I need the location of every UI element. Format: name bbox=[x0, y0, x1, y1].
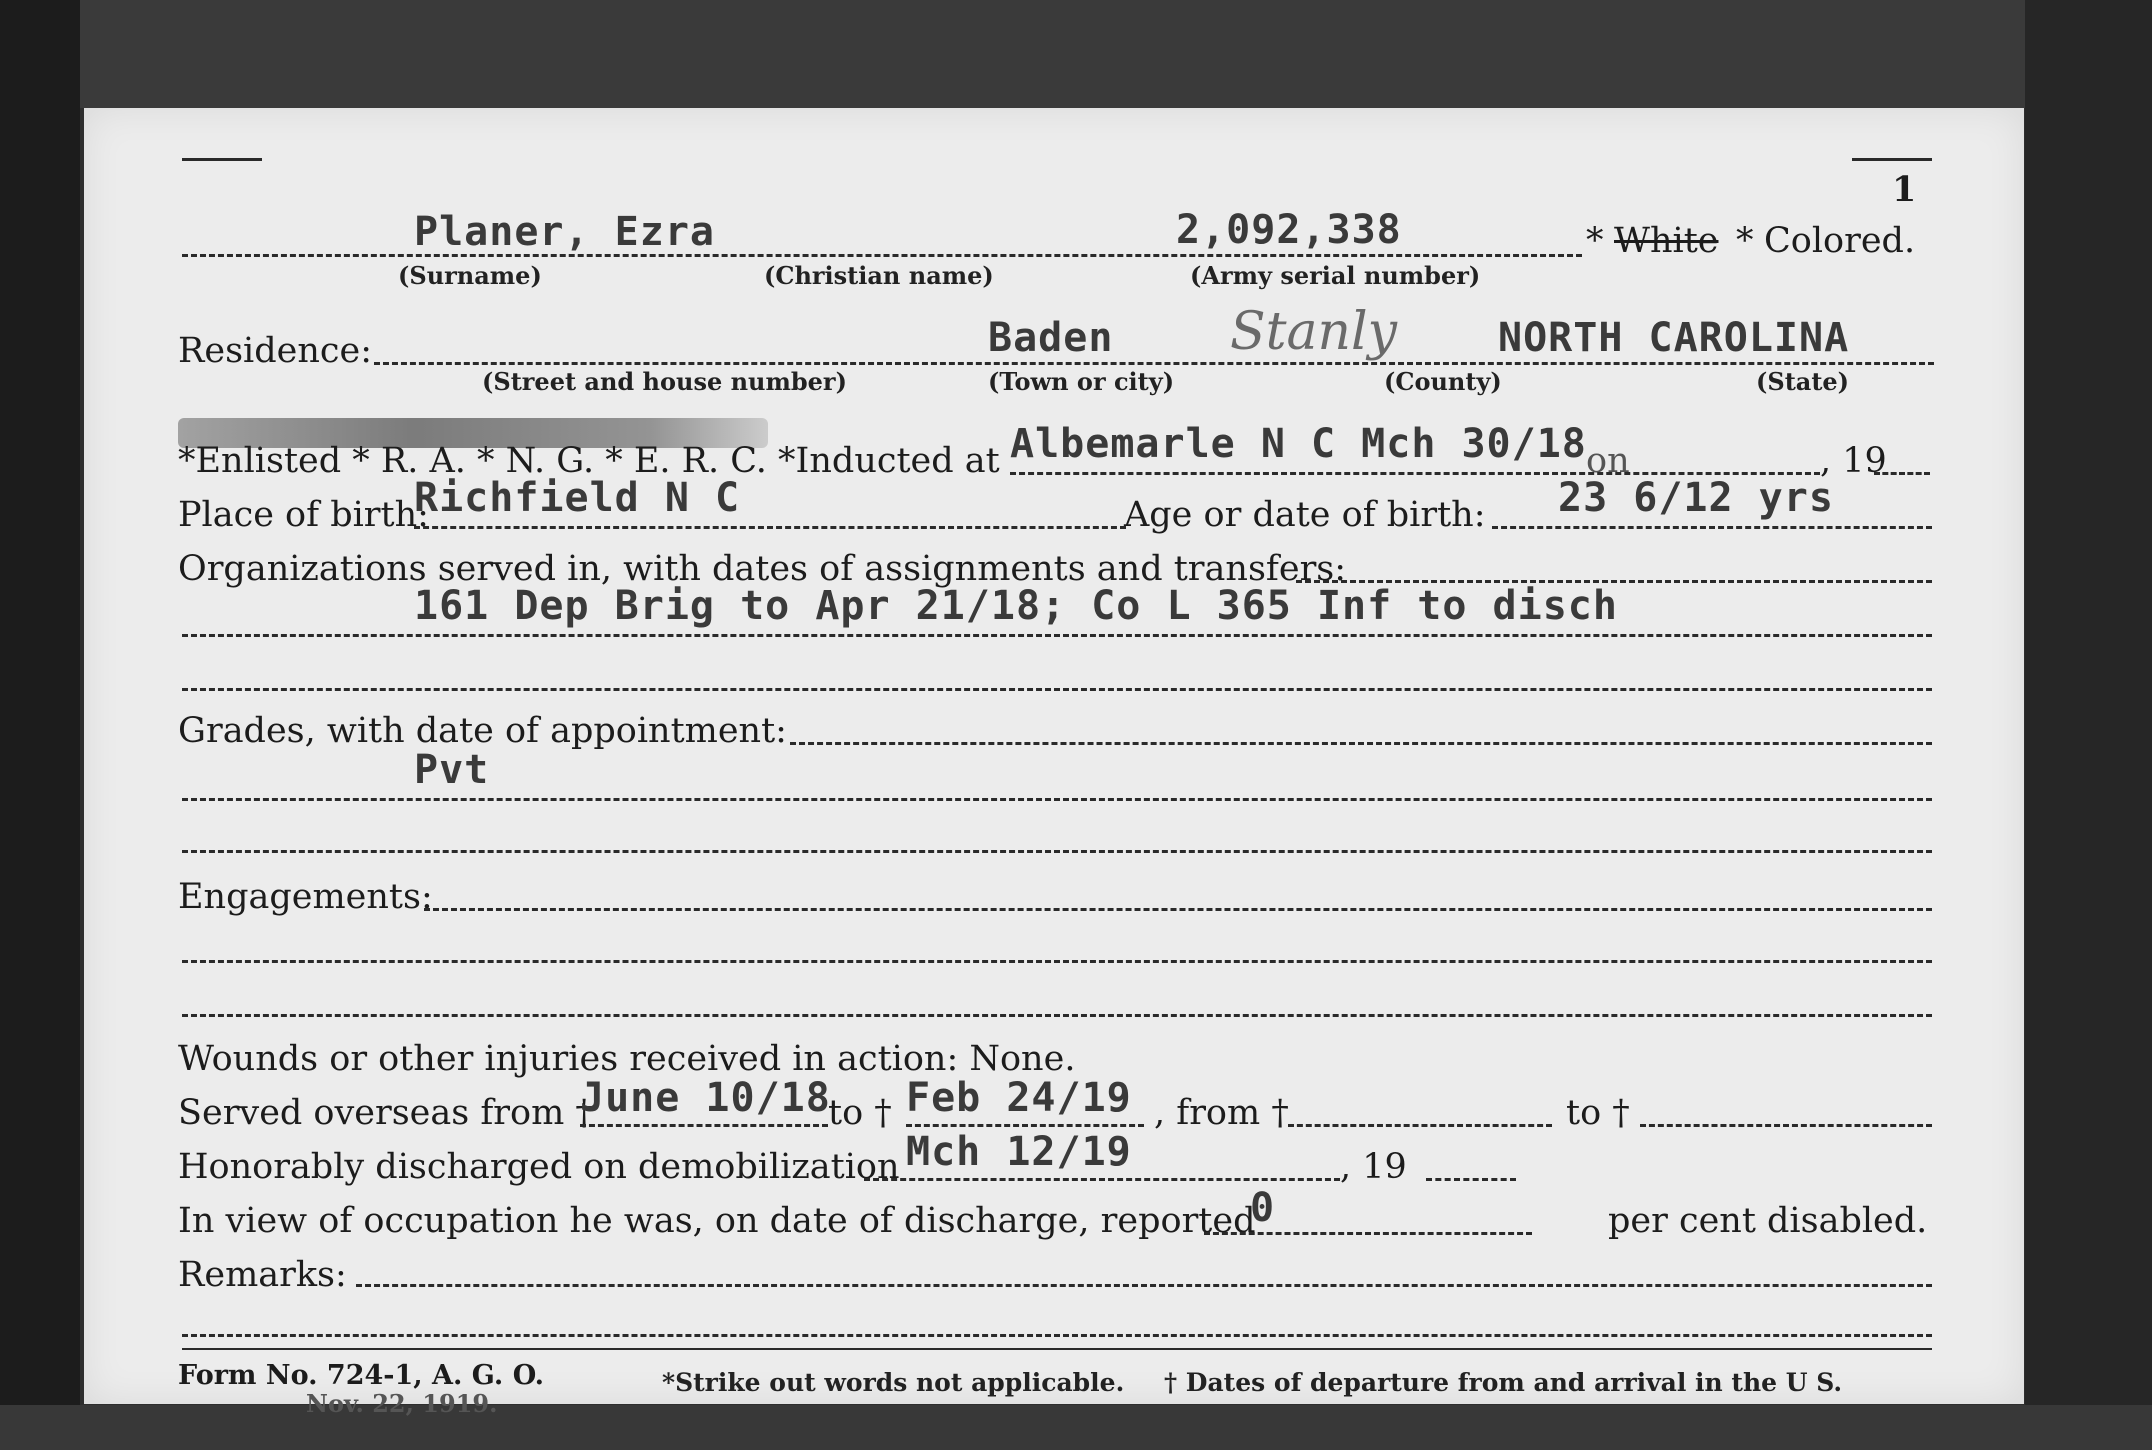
remarks-label: Remarks: bbox=[178, 1255, 347, 1295]
enlisted-on: on bbox=[1586, 441, 1630, 481]
overseas-label: Served overseas from † bbox=[178, 1093, 593, 1133]
scan-background-right bbox=[2025, 0, 2152, 1450]
residence-line bbox=[374, 362, 1934, 365]
grades-line-2 bbox=[182, 850, 1932, 853]
grades-label: Grades, with date of appointment: bbox=[178, 711, 787, 751]
engagements-label: Engagements: bbox=[178, 877, 433, 917]
enlisted-label: *Enlisted * R. A. * N. G. * E. R. C. *Inducted at bbox=[178, 441, 1000, 481]
organizations-line-2 bbox=[182, 688, 1932, 691]
disability-line bbox=[1204, 1232, 1532, 1235]
caption-street: (Street and house number) bbox=[482, 367, 847, 396]
caption-serial: (Army serial number) bbox=[1190, 261, 1481, 290]
enlisted-year-line bbox=[1874, 472, 1930, 475]
race-mark-1: * bbox=[1586, 221, 1604, 261]
overseas-from2-line bbox=[1288, 1124, 1552, 1127]
caption-town: (Town or city) bbox=[988, 367, 1175, 396]
age-label: Age or date of birth: bbox=[1124, 495, 1486, 535]
surname-value: Planer, Ezra bbox=[414, 209, 715, 255]
disability-label: In view of occupation he was, on date of discharge, reported bbox=[178, 1201, 1256, 1241]
grades-value: Pvt bbox=[414, 747, 490, 793]
overseas-to2-label: to † bbox=[1566, 1093, 1630, 1133]
form-date: Nov. 22, 1919. bbox=[306, 1389, 498, 1418]
top-right-rule bbox=[1852, 158, 1932, 161]
caption-county: (County) bbox=[1384, 367, 1502, 396]
discharge-label: Honorably discharged on demobilization bbox=[178, 1147, 900, 1187]
scan-background-left bbox=[0, 0, 80, 1450]
remarks-line-2 bbox=[182, 1348, 1932, 1350]
caption-christian: (Christian name) bbox=[764, 261, 994, 290]
scan-background-top bbox=[0, 0, 2152, 108]
birth-place-label: Place of birth: bbox=[178, 495, 429, 535]
overseas-from-value: June 10/18 bbox=[580, 1075, 831, 1121]
card-number: 1 bbox=[1892, 169, 1917, 210]
wounds-label: Wounds or other injuries received in action: None. bbox=[178, 1039, 1076, 1079]
overseas-from2-label: , from † bbox=[1154, 1093, 1289, 1133]
age-value: 23 6/12 yrs bbox=[1558, 475, 1834, 521]
overseas-to-label: to † bbox=[828, 1093, 892, 1133]
caption-state: (State) bbox=[1756, 367, 1850, 396]
birth-place-line bbox=[414, 526, 1126, 529]
inducted-value: Albemarle N C Mch 30/18 bbox=[1010, 421, 1587, 467]
race-mark-2: * bbox=[1736, 221, 1754, 261]
discharge-line bbox=[864, 1178, 1340, 1181]
residence-town: Baden bbox=[988, 315, 1114, 361]
residence-county-handwritten: Stanly bbox=[1230, 302, 1398, 362]
race-colored: Colored. bbox=[1764, 221, 1916, 261]
engagements-line-2 bbox=[182, 1014, 1932, 1017]
remarks-line-0 bbox=[356, 1284, 1932, 1287]
race-white: White bbox=[1614, 221, 1719, 261]
organizations-line-1 bbox=[182, 634, 1932, 637]
top-left-rule bbox=[182, 158, 262, 161]
dates-note: † Dates of departure from and arrival in the U S. bbox=[1164, 1368, 1843, 1397]
grades-line-1 bbox=[182, 798, 1932, 801]
discharge-year: , 19 bbox=[1340, 1147, 1407, 1187]
birth-place-value: Richfield N C bbox=[414, 475, 741, 521]
disability-suffix: per cent disabled. bbox=[1608, 1201, 1928, 1241]
overseas-to2-line bbox=[1640, 1124, 1932, 1127]
age-line bbox=[1492, 526, 1932, 529]
residence-label: Residence: bbox=[178, 331, 372, 371]
disability-value: 0 bbox=[1250, 1185, 1276, 1231]
overseas-to-line bbox=[906, 1124, 1144, 1127]
organizations-label: Organizations served in, with dates of assignments and transfers: bbox=[178, 549, 1347, 589]
serial-value: 2,092,338 bbox=[1176, 207, 1402, 253]
caption-surname: (Surname) bbox=[398, 261, 542, 290]
form-number: Form No. 724-1, A. G. O. bbox=[178, 1360, 545, 1391]
organizations-value: 161 Dep Brig to Apr 21/18; Co L 365 Inf to disch bbox=[414, 583, 1618, 629]
engagements-line-1 bbox=[182, 960, 1932, 963]
remarks-line-1 bbox=[182, 1334, 1932, 1337]
overseas-from-line bbox=[580, 1124, 828, 1127]
discharge-year-line bbox=[1426, 1178, 1516, 1181]
grades-line-0 bbox=[790, 742, 1932, 745]
name-line bbox=[182, 254, 1582, 257]
residence-state: NORTH CAROLINA bbox=[1498, 315, 1850, 361]
enlisted-year: , 19 bbox=[1820, 441, 1887, 481]
discharge-value: Mch 12/19 bbox=[906, 1129, 1132, 1175]
strike-note: *Strike out words not applicable. bbox=[662, 1368, 1125, 1397]
service-record-card bbox=[84, 108, 2024, 1418]
overseas-to-value: Feb 24/19 bbox=[906, 1075, 1132, 1121]
engagements-line-0 bbox=[424, 908, 1932, 911]
